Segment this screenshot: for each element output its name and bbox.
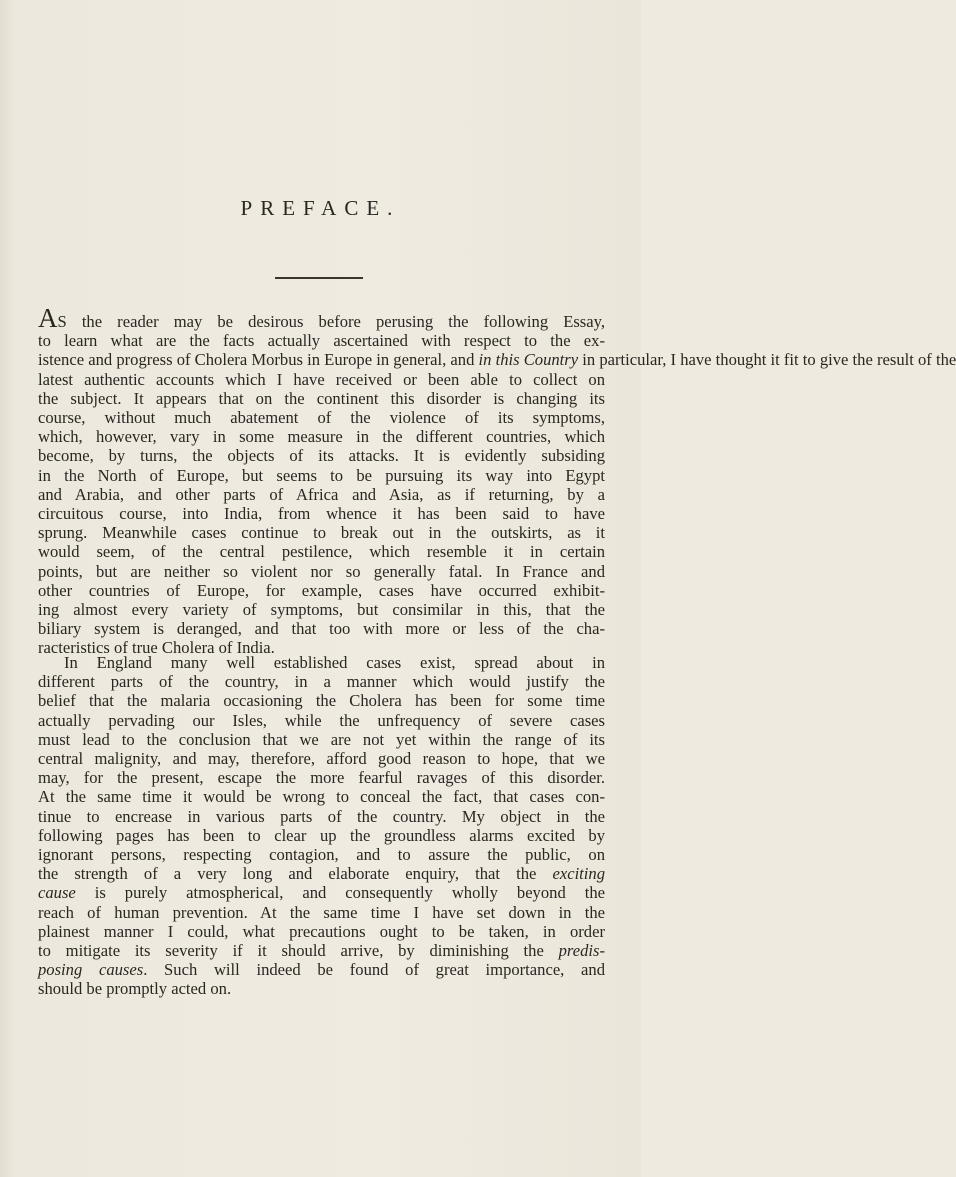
p1-line: course, without much abatement of the violence of its symptoms, (38, 408, 605, 428)
p2-line: cause is purely atmospherical, and consequently wholly beyond the (38, 883, 605, 903)
p2-line: posing causes. Such will indeed be found of great importance, and (38, 960, 605, 980)
p1-line: biliary system is deranged, and that too with more or less of the cha- (38, 619, 605, 639)
p1-line: latest authentic accounts which I have received or been able to collect on (38, 369, 605, 389)
p1-line: ing almost every variety of symptoms, but consimilar in this, that the (38, 600, 605, 620)
p1-line: istence and progress of Cholera Morbus in Europe in general, and in this Country in particular, I have thought it fit to give the result of the (38, 350, 956, 370)
p2-line: should be promptly acted on. (38, 979, 232, 999)
p2-line: tinue to encrease in various parts of the country. My object in the (38, 806, 605, 826)
p1-line: points, but are neither so violent nor so generally fatal. In France and (38, 561, 605, 581)
p1-line: and Arabia, and other parts of Africa and Asia, as if returning, by a (38, 484, 605, 504)
drop-cap: A (38, 303, 58, 333)
page-title: PREFACE. (240, 196, 401, 220)
p2-line: may, for the present, escape the more fearful ravages of this disorder. (38, 768, 605, 788)
p2-line: actually pervading our Isles, while the unfrequency of severe cases (38, 710, 605, 730)
p1-line: would seem, of the central pestilence, which resemble it in certain (38, 542, 605, 562)
p2-line: must lead to the conclusion that we are not yet within the range of its (38, 729, 605, 749)
p2-line: In England many well established cases exist, spread about in (64, 653, 605, 672)
p1-line: other countries of Europe, for example, cases have occurred exhibit- (38, 580, 605, 600)
paragraph-2 (38, 653, 605, 999)
p1-line: which, however, vary in some measure in the different countries, which (38, 427, 605, 447)
p1-line: in the North of Europe, but seems to be pursuing its way into Egypt (38, 465, 605, 485)
p2-line: following pages has been to clear up the groundless alarms excited by (38, 825, 605, 845)
p2-line: to mitigate its severity if it should arrive, by diminishing the predis- (38, 941, 605, 961)
title-rule (275, 277, 363, 279)
p2-line: central malignity, and may, therefore, afford good reason to hope, that we (38, 749, 605, 769)
p1-line: become, by turns, the objects of its attacks. It is evidently subsiding (38, 446, 605, 466)
p1-line: the subject. It appears that on the continent this disorder is changing its (38, 388, 605, 408)
paragraph-1 (38, 303, 956, 658)
p1-line: racteristics of true Cholera of India. (38, 638, 275, 658)
p2-line: reach of human prevention. At the same time I have set down in the (38, 902, 605, 922)
p2-line: ignorant persons, respecting contagion, and to assure the public, on (38, 845, 605, 865)
p1-line: circuitous course, into India, from whence it has been said to have (38, 504, 605, 524)
p2-line: plainest manner I could, what precautions ought to be taken, in order (38, 921, 605, 941)
p2-line: different parts of the country, in a manner which would justify the (38, 672, 605, 692)
p1-line: to learn what are the facts actually ascertained with respect to the ex- (38, 331, 605, 351)
p2-line: the strength of a very long and elaborate enquiry, that the exciting (38, 864, 605, 884)
p1-line: sprung. Meanwhile cases continue to break out in the outskirts, as it (38, 523, 605, 543)
p1-line: AS the reader may be desirous before perusing the following Essay, (38, 303, 605, 333)
p2-line: belief that the malaria occasioning the Cholera has been for some time (38, 691, 605, 711)
p2-line: At the same time it would be wrong to conceal the fact, that cases con- (38, 787, 605, 807)
